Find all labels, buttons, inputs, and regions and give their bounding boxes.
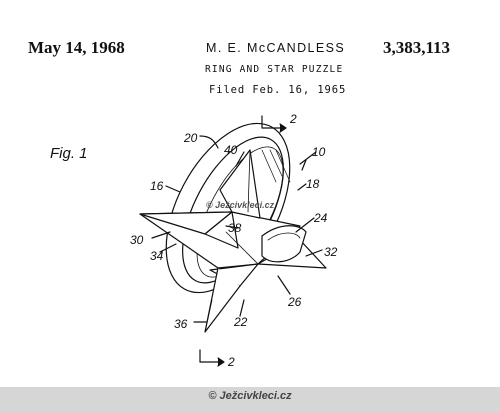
inventor-name: M. E. McCANDLESS bbox=[206, 41, 346, 55]
ref-numeral-36: 36 bbox=[174, 317, 188, 331]
leader-16 bbox=[166, 186, 180, 192]
ref-numeral-24: 24 bbox=[314, 211, 328, 225]
ref-numeral-34: 34 bbox=[150, 249, 164, 263]
ref-numeral-32: 32 bbox=[324, 245, 338, 259]
section-arrow-bottom bbox=[218, 358, 224, 366]
leader-26 bbox=[278, 276, 290, 294]
leader-24 bbox=[296, 218, 314, 232]
leader-22 bbox=[240, 300, 244, 316]
ref-numeral-30: 30 bbox=[130, 233, 144, 247]
section-marker-bottom bbox=[200, 350, 220, 362]
ref-numeral-22: 22 bbox=[234, 315, 248, 329]
ref-numeral-40: 40 bbox=[224, 143, 238, 157]
ref-numeral-16: 16 bbox=[150, 179, 164, 193]
filing-date: Filed Feb. 16, 1965 bbox=[209, 84, 347, 96]
section-label-bottom: 2 bbox=[228, 355, 235, 369]
patent-date: May 14, 1968 bbox=[28, 38, 125, 57]
patent-title: RING AND STAR PUZZLE bbox=[205, 64, 344, 75]
leader-20 bbox=[200, 136, 218, 148]
section-arrow-top bbox=[280, 124, 286, 132]
leader-18 bbox=[298, 184, 306, 190]
ref-numeral-38: 38 bbox=[228, 221, 242, 235]
ref-numeral-10: 10 bbox=[312, 145, 326, 159]
section-marker-top bbox=[262, 116, 282, 128]
image-watermark: © Ježcivkleci.cz bbox=[206, 200, 275, 210]
figure-label: Fig. 1 bbox=[50, 145, 88, 162]
section-label-top: 2 bbox=[290, 112, 297, 126]
ref-numeral-20: 20 bbox=[184, 131, 198, 145]
ref-numeral-18: 18 bbox=[306, 177, 320, 191]
footer-credit: © Ježcivkleci.cz bbox=[0, 387, 500, 413]
ring-hatching bbox=[262, 150, 290, 182]
ref-numeral-26: 26 bbox=[288, 295, 302, 309]
patent-number: 3,383,113 bbox=[383, 38, 451, 57]
